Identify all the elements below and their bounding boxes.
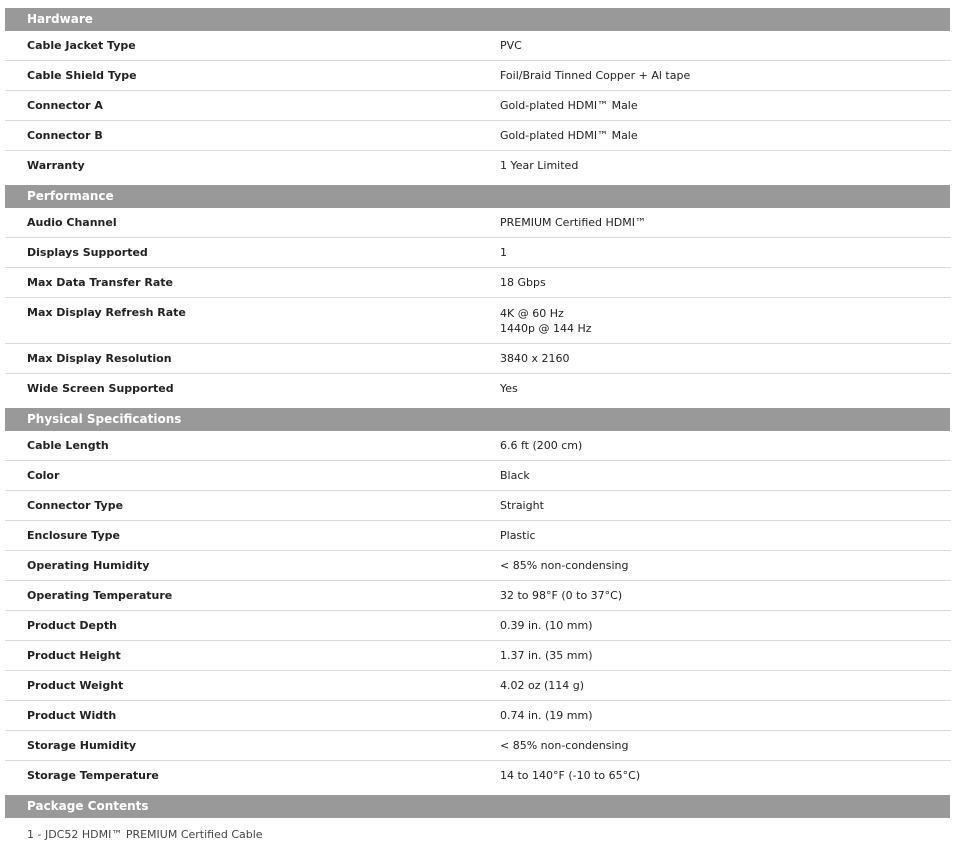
spec-row xyxy=(5,461,951,491)
spec-label: Product Weight xyxy=(27,679,124,692)
spec-value: Plastic xyxy=(500,529,536,542)
spec-label: Max Display Refresh Rate xyxy=(27,306,186,319)
package-item: 1 - JDC52 HDMI™ PREMIUM Certified Cable xyxy=(27,828,263,841)
spec-value: Foil/Braid Tinned Copper + Al tape xyxy=(500,69,691,82)
section-header-performance: Performance xyxy=(5,185,950,208)
spec-value: 6.6 ft (200 cm) xyxy=(500,439,583,452)
spec-value: Gold-plated HDMI™ Male xyxy=(500,129,638,142)
spec-label: Connector A xyxy=(27,99,103,112)
spec-value: 4.02 oz (114 g) xyxy=(500,679,585,692)
spec-value-line: 1440p @ 144 Hz xyxy=(500,322,592,335)
spec-value: 3840 x 2160 xyxy=(500,352,570,365)
spec-value: 1 xyxy=(500,246,507,259)
spec-value: < 85% non-condensing xyxy=(500,559,629,572)
spec-value: < 85% non-condensing xyxy=(500,739,629,752)
spec-label: Product Depth xyxy=(27,619,117,632)
spec-row xyxy=(5,121,951,151)
spec-label: Operating Humidity xyxy=(27,559,150,572)
spec-label: Product Width xyxy=(27,709,117,722)
spec-label: Max Display Resolution xyxy=(27,352,172,365)
spec-value: 0.74 in. (19 mm) xyxy=(500,709,593,722)
spec-label: Displays Supported xyxy=(27,246,148,259)
spec-label: Storage Humidity xyxy=(27,739,137,752)
spec-row xyxy=(5,641,951,671)
section-header-package-contents: Package Contents xyxy=(5,795,950,818)
spec-label: Cable Jacket Type xyxy=(27,39,136,52)
spec-value: Gold-plated HDMI™ Male xyxy=(500,99,638,112)
spec-label: Color xyxy=(27,469,60,482)
spec-row xyxy=(5,491,951,521)
spec-label: Max Data Transfer Rate xyxy=(27,276,173,289)
spec-value: PVC xyxy=(500,39,522,52)
section-header-hardware: Hardware xyxy=(5,8,950,31)
spec-label: Connector B xyxy=(27,129,103,142)
spec-value: Black xyxy=(500,469,530,482)
spec-row xyxy=(5,268,951,298)
spec-label: Wide Screen Supported xyxy=(27,382,174,395)
spec-value: PREMIUM Certified HDMI™ xyxy=(500,216,646,229)
spec-label: Connector Type xyxy=(27,499,124,512)
spec-value: Yes xyxy=(500,382,518,395)
spec-label: Audio Channel xyxy=(27,216,117,229)
spec-row xyxy=(5,731,951,761)
spec-value: 14 to 140°F (-10 to 65°C) xyxy=(500,769,641,782)
spec-label: Product Height xyxy=(27,649,121,662)
spec-row xyxy=(5,581,951,611)
spec-row xyxy=(5,208,951,238)
spec-value xyxy=(500,306,592,336)
spec-label: Warranty xyxy=(27,159,85,172)
spec-row xyxy=(5,298,951,344)
spec-value: 18 Gbps xyxy=(500,276,546,289)
spec-label: Operating Temperature xyxy=(27,589,173,602)
spec-row xyxy=(5,671,951,701)
section-header-physical-specifications: Physical Specifications xyxy=(5,408,950,431)
spec-value: 0.39 in. (10 mm) xyxy=(500,619,593,632)
spec-row xyxy=(5,31,951,61)
spec-value: 1.37 in. (35 mm) xyxy=(500,649,593,662)
spec-row xyxy=(5,761,951,791)
spec-row xyxy=(5,91,951,121)
spec-label: Cable Length xyxy=(27,439,109,452)
spec-row xyxy=(5,344,951,374)
spec-row xyxy=(5,374,951,404)
spec-row xyxy=(5,611,951,641)
spec-row xyxy=(5,61,951,91)
specifications-table xyxy=(5,8,951,848)
spec-value: Straight xyxy=(500,499,544,512)
spec-label: Storage Temperature xyxy=(27,769,159,782)
spec-row xyxy=(5,238,951,268)
spec-row xyxy=(5,431,951,461)
spec-row xyxy=(5,701,951,731)
spec-row xyxy=(5,521,951,551)
spec-label: Enclosure Type xyxy=(27,529,120,542)
spec-value: 1 Year Limited xyxy=(500,159,579,172)
spec-row xyxy=(5,551,951,581)
spec-value-line: 4K @ 60 Hz xyxy=(500,307,564,320)
spec-label: Cable Shield Type xyxy=(27,69,137,82)
spec-row xyxy=(5,151,951,181)
spec-value: 32 to 98°F (0 to 37°C) xyxy=(500,589,623,602)
